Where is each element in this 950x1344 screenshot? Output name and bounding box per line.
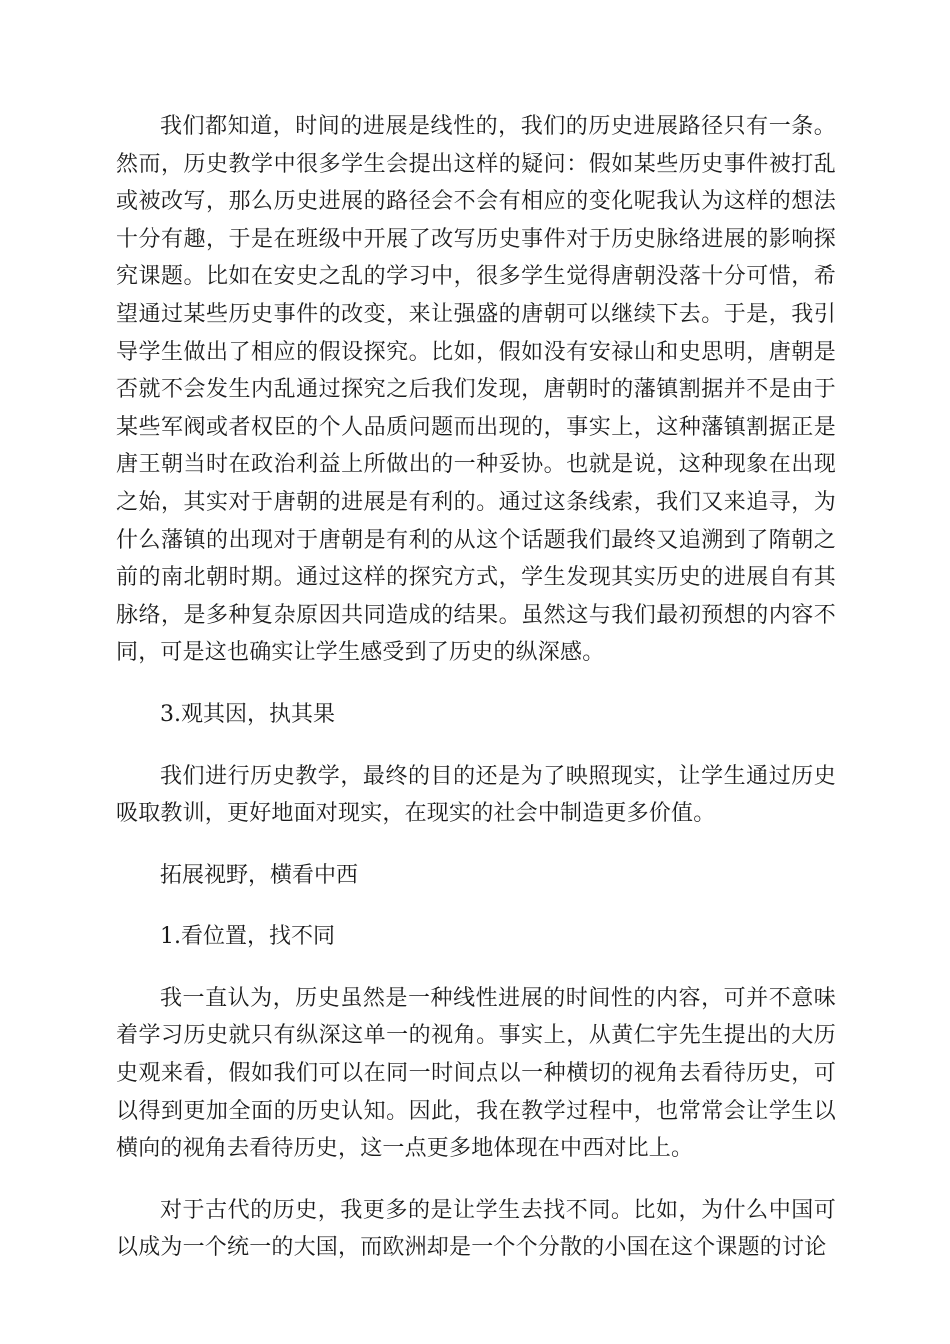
paragraph-ancient-history: 对于古代的历史，我更多的是让学生去找不同。比如，为什么中国可以成为一个统一的大国，而欧洲却是一个个分散的小国在这个课题的讨论 <box>116 1197 836 1261</box>
paragraph-gap <box>116 734 836 758</box>
paragraph-gap <box>116 833 836 857</box>
paragraph-gap <box>116 894 836 918</box>
heading-broaden-view: 拓展视野，横看中西 <box>160 862 359 888</box>
document-page <box>116 108 836 1267</box>
heading-cause-effect: 3.观其因，执其果 <box>160 701 335 727</box>
paragraph-purpose: 我们进行历史教学，最终的目的还是为了映照现实，让学生通过历史吸取教训，更好地面对现实，在现实的社会中制造更多价值。 <box>116 763 836 827</box>
paragraph-horizontal-view: 我一直认为，历史虽然是一种线性进展的时间性的内容，可并不意味着学习历史就只有纵深这单一的视角。事实上，从黄仁宇先生提出的大历史观来看，假如我们可以在同一时间点以一种横切的视角去看待历史，可以得到更加全面的历史认知。因此，我在教学过程中，也常常会让学生以横向的视角去看待历史，这一点更多地体现在中西对比上。 <box>116 985 836 1162</box>
paragraph-gap <box>116 672 836 696</box>
paragraph-gap <box>116 956 836 980</box>
paragraph-gap <box>116 1168 836 1192</box>
heading-find-differences: 1.看位置，找不同 <box>160 924 335 950</box>
paragraph-alternate-history: 我们都知道，时间的进展是线性的，我们的历史进展路径只有一条。然而，历史教学中很多学生会提出这样的疑问：假如某些历史事件被打乱或被改写，那么历史进展的路径会不会有相应的变化呢我认为这样的想法十分有趣，于是在班级中开展了改写历史事件对于历史脉络进展的影响探究课题。比如在安史之乱的学习中，很多学生觉得唐朝没落十分可惜，希望通过某些历史事件的改变，来让强盛的唐朝可以继续下去。于是，我引导学生做出了相应的假设探究。比如，假如没有安禄山和史思明，唐朝是否就不会发生内乱通过探究之后我们发现，唐朝时的藩镇割据并不是由于某些军阀或者权臣的个人品质问题而出现的，事实上，这种藩镇割据正是唐王朝当时在政治利益上所做出的一种妥协。也就是说，这种现象在出现之始，其实对于唐朝的进展是有利的。通过这条线索，我们又来追寻，为什么藩镇的出现对于唐朝是有利的从这个话题我们最终又追溯到了隋朝之前的南北朝时期。通过这样的探究方式，学生发现其实历史的进展自有其脉络，是多种复杂原因共同造成的结果。虽然这与我们最初预想的内容不同，可是这也确实让学生感受到了历史的纵深感。 <box>116 114 836 666</box>
